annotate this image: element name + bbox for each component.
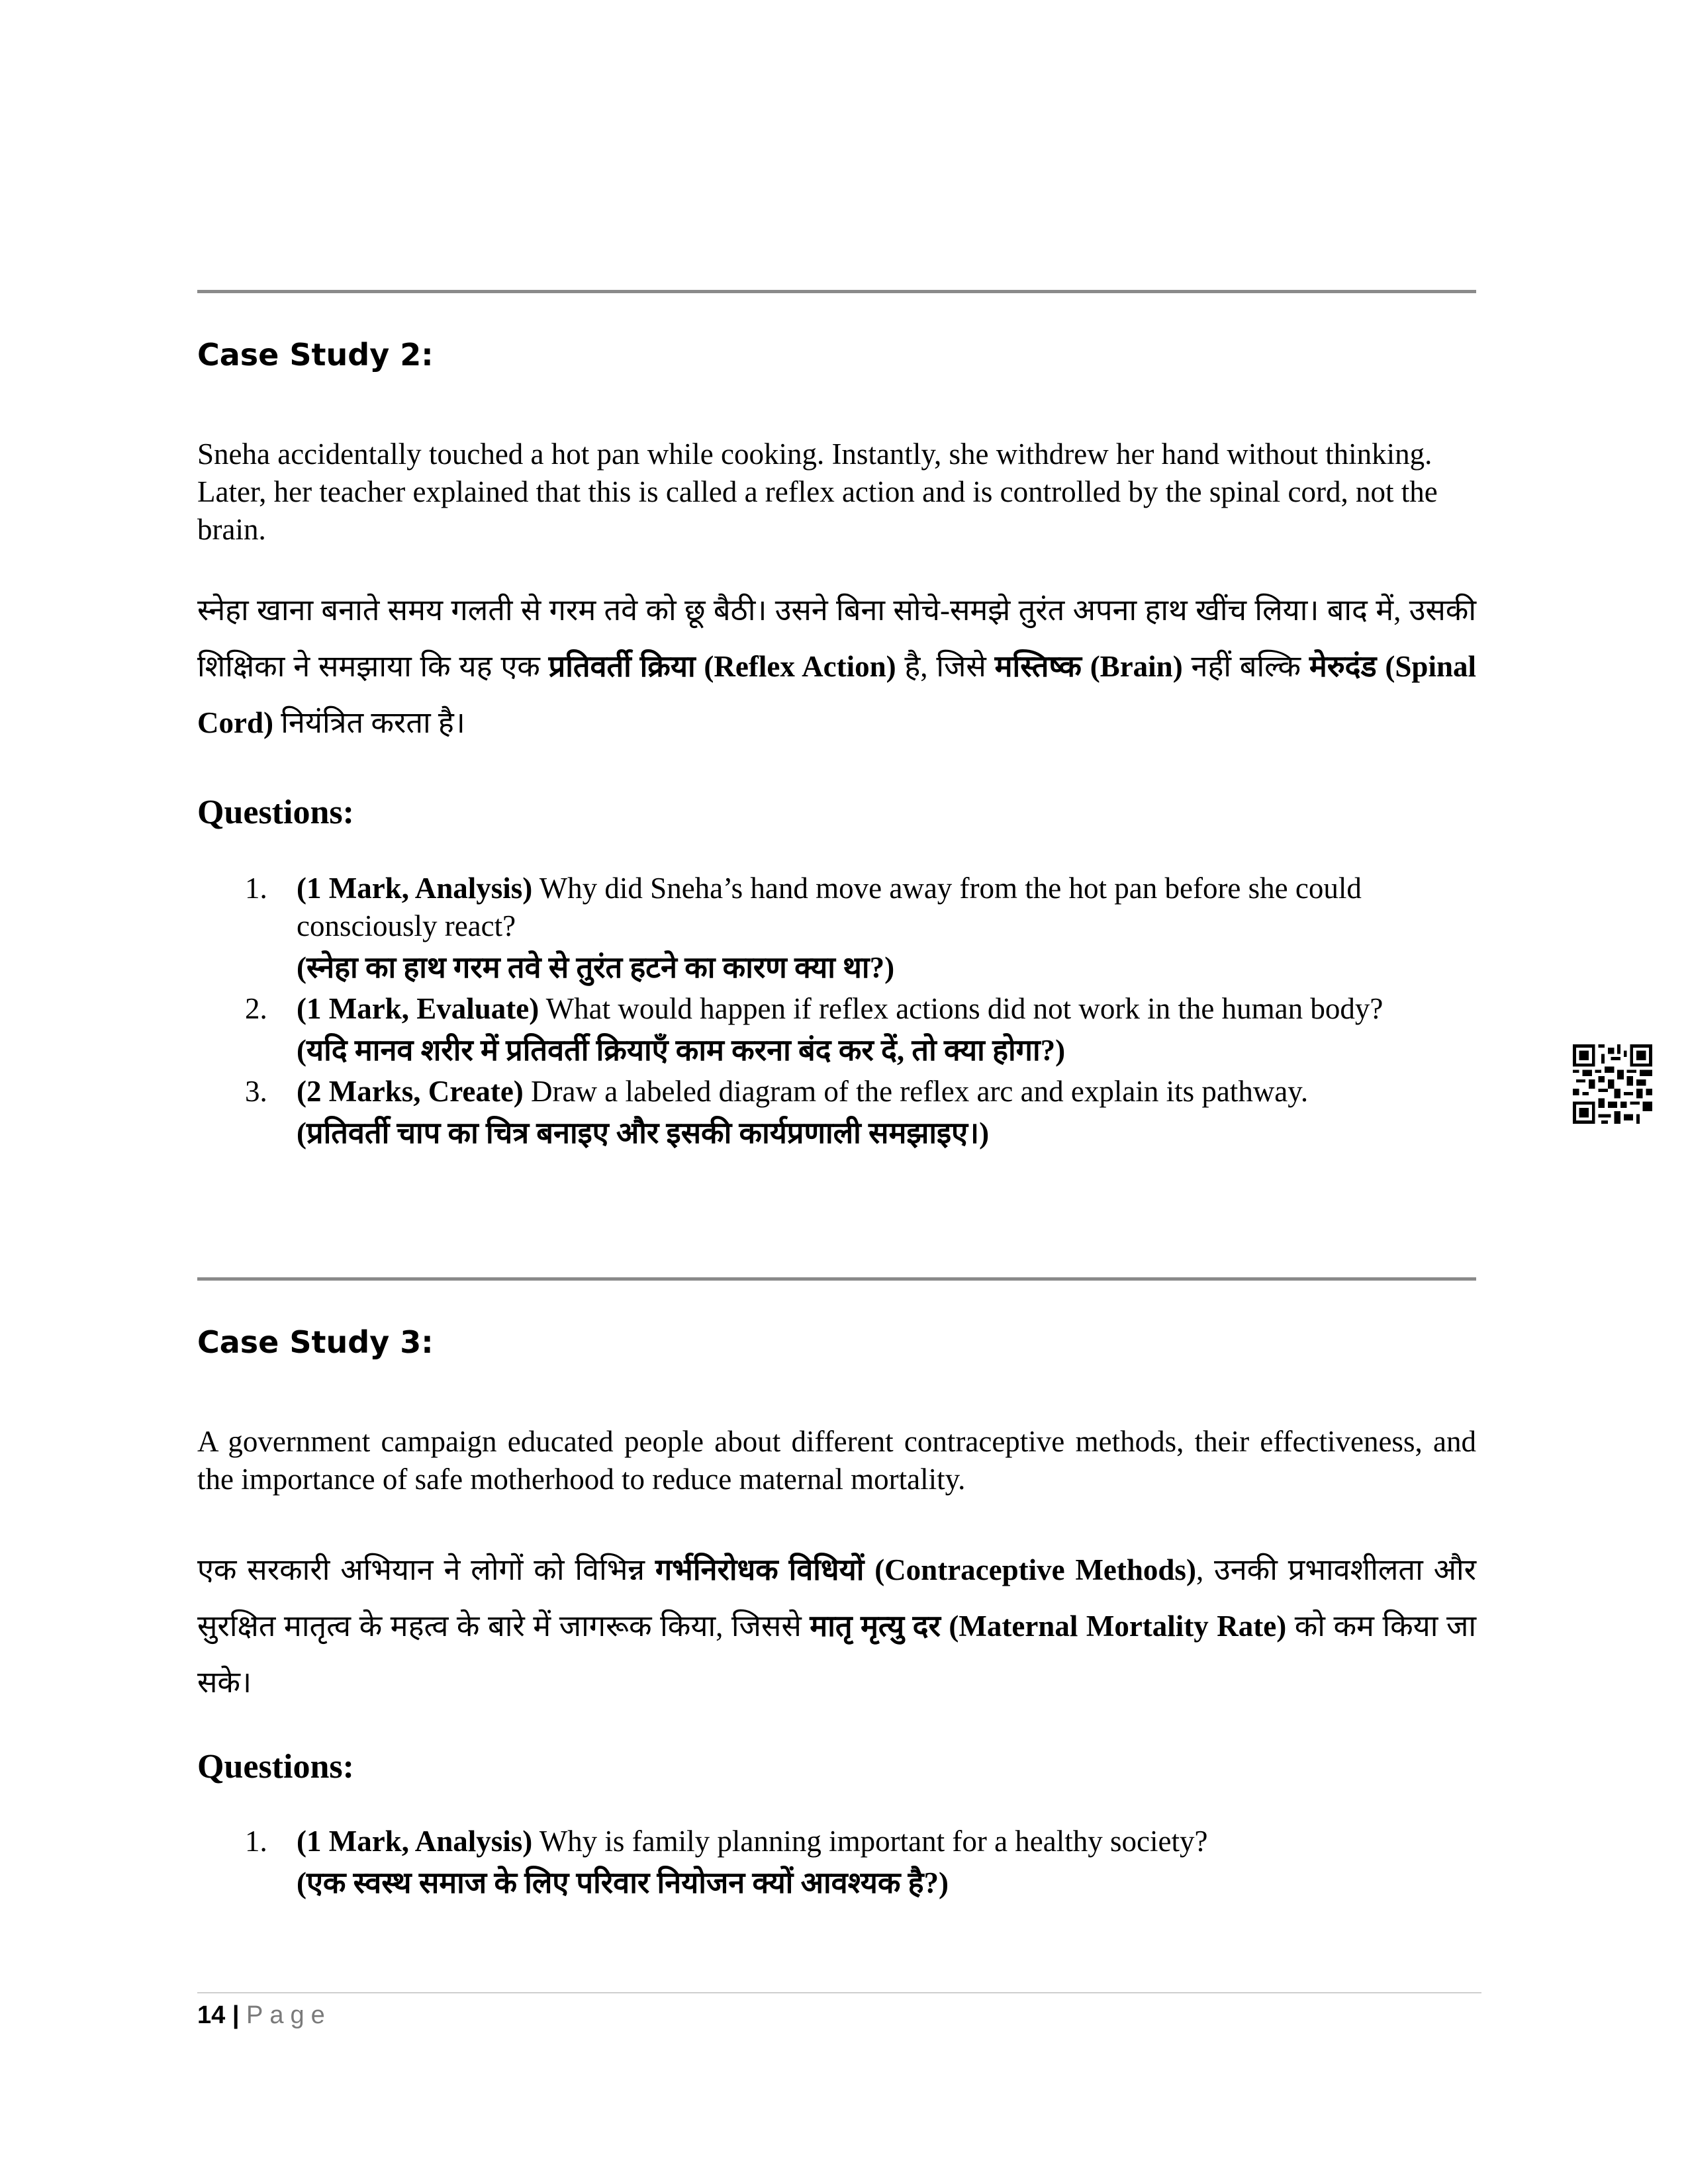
- page-footer: [197, 1999, 332, 2032]
- question-hindi: (स्नेहा का हाथ गरम तवे से तुरंत हटने का कारण क्या था?): [297, 951, 895, 984]
- case-study-3-question-list: [197, 1823, 1481, 1905]
- qr-code: [1573, 1044, 1652, 1124]
- question-item: [197, 1823, 1481, 1905]
- question-number: 1.: [245, 872, 267, 905]
- section-divider: [197, 1277, 1476, 1281]
- questions-heading: Questions:: [197, 1748, 354, 1786]
- case-study-3-title: Case Study 3:: [197, 1324, 434, 1360]
- question-item: [197, 990, 1481, 1073]
- questions-heading: Questions:: [197, 794, 354, 831]
- case-study-2-hindi-text: स्नेहा खाना बनाते समय गलती से गरम तवे को छू बैठी। उसने बिना सोचे-समझे तुरंत अपना हाथ खींच लिया। बाद में, उसकी शिक्षिका ने समझाया कि यह एक प्रतिवर्ती क्रिया (Reflex Action) है, जिसे मस्तिष्क (Brain) नहीं बल्कि मेरुदंड (Spinal Cord) नियंत्रित करता है।: [197, 594, 1476, 739]
- question-hindi: (एक स्वस्थ समाज के लिए परिवार नियोजन क्यों आवश्यक है?): [297, 1866, 949, 1899]
- question-text: What would happen if reflex actions did not work in the human body?: [539, 992, 1383, 1025]
- page-label: Page: [246, 2001, 332, 2029]
- question-number: 2.: [245, 992, 267, 1025]
- question-tag: (1 Mark, Analysis): [297, 872, 533, 905]
- page-number: 14: [197, 2001, 226, 2029]
- question-tag: (2 Marks, Create): [297, 1075, 524, 1108]
- question-text: Why did Sneha’s hand move away from the hot pan before she could consciously react?: [297, 872, 1362, 942]
- question-number: 1.: [245, 1825, 267, 1858]
- question-item: [197, 1073, 1481, 1156]
- case-study-2-title: Case Study 2:: [197, 337, 434, 373]
- question-hindi: (यदि मानव शरीर में प्रतिवर्ती क्रियाएँ काम करना बंद कर दें, तो क्या होगा?): [297, 1034, 1066, 1067]
- question-text: Draw a labeled diagram of the reflex arc and explain its pathway.: [523, 1075, 1309, 1108]
- footer-divider: [197, 1992, 1481, 1993]
- question-tag: (1 Mark, Analysis): [297, 1825, 533, 1858]
- case-study-3-hindi-text: एक सरकारी अभियान ने लोगों को विभिन्न गर्भनिरोधक विधियों (Contraceptive Methods), उनकी प्रभावशीलता और सुरक्षित मातृत्व के महत्व के बारे में जागरूक किया, जिससे मातृ मृत्यु दर (Maternal Mortality Rate) को कम किया जा सके।: [197, 1553, 1477, 1699]
- question-text: Why is family planning important for a healthy society?: [532, 1825, 1208, 1858]
- question-hindi: (प्रतिवर्ती चाप का चित्र बनाइए और इसकी कार्यप्रणाली समझाइए।): [297, 1116, 990, 1150]
- case-study-2-english-text: Sneha accidentally touched a hot pan while cooking. Instantly, she withdrew her hand without thinking. Later, her teacher explained that this is called a reflex action and is controlled by the spinal cord, not the brain.: [197, 437, 1438, 546]
- section-divider: [197, 290, 1476, 293]
- footer-separator: |: [232, 2001, 240, 2029]
- question-tag: (1 Mark, Evaluate): [297, 992, 539, 1025]
- question-number: 3.: [245, 1075, 267, 1108]
- case-study-3-english-text: A government campaign educated people about different contraceptive methods, their effectiveness, and the importance of safe motherhood to reduce maternal mortality.: [197, 1425, 1476, 1496]
- case-study-2-question-list: [197, 870, 1481, 1156]
- question-item: [197, 870, 1481, 990]
